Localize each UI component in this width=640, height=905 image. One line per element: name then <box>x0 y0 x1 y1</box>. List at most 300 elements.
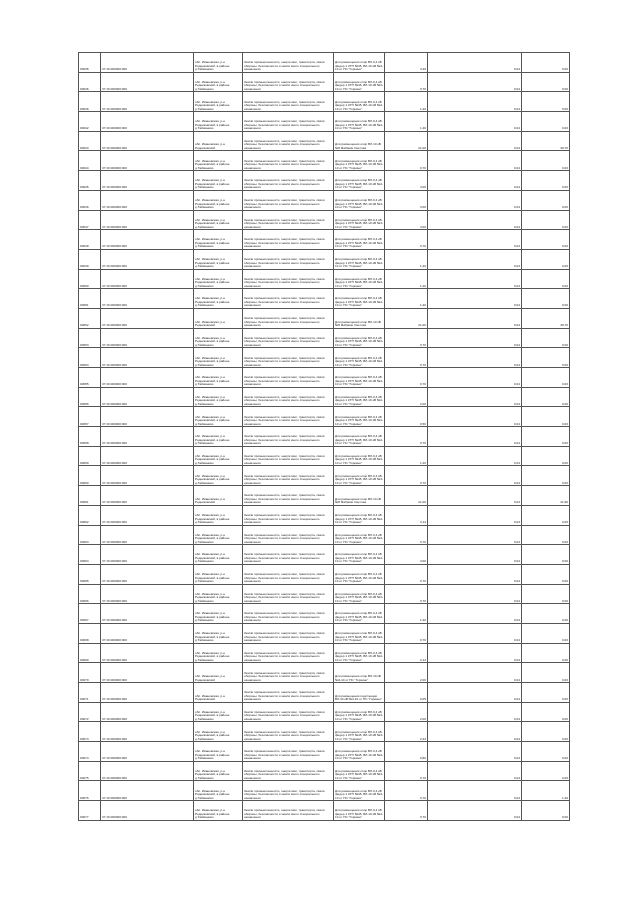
cell-land-category: Земли промышленности, энергетики, транспорта, связи обороны, безопасности и земли иного специального назначения <box>243 151 334 171</box>
cell-record-id: 00052 <box>79 308 101 328</box>
cell-tax-amount: 0,00 <box>522 564 570 584</box>
cell-land-category: Земли промышленности, энергетики, транспорта, связи обороны, безопасности и земли иного специального назначения <box>243 328 334 348</box>
cell-record-id: 00035 <box>79 53 101 73</box>
cell-area: 2,14 <box>385 643 428 663</box>
cell-record-id: 00046 <box>79 72 101 92</box>
cell-tax-amount: 0,00 <box>522 230 570 250</box>
cell-area: 0,50 <box>385 407 428 427</box>
cell-land-category: Земли промышленности, энергетики, транспорта, связи обороны, безопасности и земли иного специального назначения <box>243 112 334 132</box>
cell-record-id: 00044 <box>79 151 101 171</box>
cell-tax-amount: 0,00 <box>522 623 570 643</box>
cell-land-category: Земли промышленности, энергетики, транспорта, связи обороны, безопасности и земли иного специального назначения <box>243 348 334 368</box>
cell-area: 0,70 <box>385 72 428 92</box>
cell-permitted-use: Для размещения опор ВЛ-0,4 кВ фидер 1 КТП №45, ВЛ-10 кВ №4-10 от ПС "Горкино" <box>334 53 385 73</box>
cell-permitted-use: Для размещения опор ВЛ-0,4 кВ фидер 1 КТП №45, ВЛ-10 кВ №4-10 от ПС "Горкино" <box>334 446 385 466</box>
cell-tax-rate: 0,04 <box>428 545 522 565</box>
cell-record-id: 00045 <box>79 171 101 191</box>
cell-permitted-use: Для размещения опор ВЛ-0,4 кВ фидер 1 КТП №45, ВЛ-10 кВ №4-10 от ПС "Горкино" <box>334 190 385 210</box>
cell-record-id: 00051 <box>79 289 101 309</box>
cell-permitted-use: Для размещения опор ВЛ-0,4 кВ фидер 1 КТП №45, ВЛ-10 кВ №4-10 от ПС "Горкино" <box>334 72 385 92</box>
cell-permitted-use: Для размещения опор ВЛ-0,4 кВ фидер 1 КТП №45, ВЛ-10 кВ №4-10 от ПС "Горкино" <box>334 584 385 604</box>
cell-permitted-use: Для размещения опор ВЛ-0,4 кВ фидер 1 КТП №45, ВЛ-10 кВ №4-10 от ПС "Горкино" <box>334 505 385 525</box>
cell-permitted-use: Для размещения опор ВЛ-0,4 кВ фидер 1 КТП №45, ВЛ-10 кВ №4-10 от ПС "Горкино" <box>334 289 385 309</box>
cell-record-id: 00073 <box>79 722 101 742</box>
cell-cadastral-number: 37:16:000000:000 <box>101 348 194 368</box>
cell-cadastral-number: 37:16:000000:000 <box>101 643 194 663</box>
table-row <box>79 505 570 525</box>
cell-record-id: 00067 <box>79 604 101 624</box>
cell-tax-rate: 0,04 <box>428 584 522 604</box>
cell-tax-amount: 0,00 <box>522 269 570 289</box>
cell-cadastral-number: 37:16:000000:000 <box>101 72 194 92</box>
cell-area: 0,70 <box>385 623 428 643</box>
cell-record-id: 00066 <box>79 584 101 604</box>
cell-land-category: Земли промышленности, энергетики, транспорта, связи обороны, безопасности и земли иного специального назначения <box>243 466 334 486</box>
cell-location: обл. Ивановская, р-н Родниковский, в районе д.Тайманово <box>194 269 243 289</box>
table-row <box>79 112 570 132</box>
cell-land-category: Земли промышленности, энергетики, транспорта, связи обороны, безопасности и земли иного специального назначения <box>243 190 334 210</box>
cell-cadastral-number: 37:16:000000:000 <box>101 171 194 191</box>
cell-tax-amount: 0,00 <box>522 210 570 230</box>
table-row <box>79 151 570 171</box>
table-row <box>79 308 570 328</box>
cell-land-category: Земли промышленности, энергетики, транспорта, связи обороны, безопасности и земли иного специального назначения <box>243 269 334 289</box>
cell-location: обл. Ивановская, р-н Родниковский, в районе д.Тайманово <box>194 112 243 132</box>
cell-tax-amount: 48,76 <box>522 308 570 328</box>
table-row <box>79 269 570 289</box>
cell-location: обл. Ивановская, р-н Родниковский, в районе д.Тайманово <box>194 505 243 525</box>
cell-tax-rate: 0,04 <box>428 623 522 643</box>
cell-land-category: Земли промышленности, энергетики, транспорта, связи обороны, безопасности и земли иного специального назначения <box>243 505 334 525</box>
cell-land-category: Земли промышленности, энергетики, транспорта, связи обороны, безопасности и земли иного специального назначения <box>243 623 334 643</box>
cell-permitted-use: Для размещения опор ВЛ-0,4 кВ фидер 1 КТП №45, ВЛ-10 кВ №4-10 от ПС "Горкино" <box>334 407 385 427</box>
cell-tax-rate: 0,04 <box>428 604 522 624</box>
table-body <box>79 53 570 821</box>
cell-land-category: Земли промышленности, энергетики, транспорта, связи обороны, безопасности и земли иного специального назначения <box>243 308 334 328</box>
table-row <box>79 230 570 250</box>
cell-area: 21,00 <box>385 308 428 328</box>
table-row <box>79 643 570 663</box>
cell-permitted-use: Для размещения опор ВЛ-0,4 кВ фидер 1 КТП №45, ВЛ-10 кВ №4-10 от ПС "Горкино" <box>334 781 385 801</box>
cell-land-category: Земли промышленности, энергетики, транспорта, связи обороны, безопасности и земли иного специального назначения <box>243 368 334 388</box>
cell-tax-rate: 0,04 <box>428 171 522 191</box>
cell-record-id: 00046 <box>79 190 101 210</box>
cell-land-category: Земли промышленности, энергетики, транспорта, связи обороны, безопасности и земли иного специального назначения <box>243 564 334 584</box>
cell-permitted-use: Для размещения опор ВЛ-0,4 кВ фидер 1 КТП №45, ВЛ-10 кВ №4-10 от ПС "Горкино" <box>334 328 385 348</box>
cell-area: 0,70 <box>385 801 428 821</box>
table-row <box>79 72 570 92</box>
table-row <box>79 564 570 584</box>
cell-area: 0,70 <box>385 466 428 486</box>
cell-cadastral-number: 37:16:000000:000 <box>101 564 194 584</box>
cell-tax-amount: 0,00 <box>522 643 570 663</box>
cell-permitted-use: Для размещения опор ВЛ-0,4 кВ фидер 1 КТП №45, ВЛ-10 кВ №4-10 от ПС "Горкино" <box>334 368 385 388</box>
cell-tax-rate: 0,04 <box>428 289 522 309</box>
cell-area: 1,40 <box>385 249 428 269</box>
cell-tax-amount: 0,00 <box>522 466 570 486</box>
cell-area: 0,70 <box>385 328 428 348</box>
cell-cadastral-number: 37:16:000000:000 <box>101 761 194 781</box>
cell-location: обл. Ивановская, р-н Родниковский, в районе д.Тайманово <box>194 348 243 368</box>
cell-area: 0,05 <box>385 683 428 703</box>
cell-cadastral-number: 37:16:000000:000 <box>101 289 194 309</box>
cell-permitted-use: Для размещения опор ВЛ-0,4 кВ фидер 1 КТП №45, ВЛ-10 кВ №4-10 от ПС "Горкино" <box>334 742 385 762</box>
cell-record-id: 00077 <box>79 801 101 821</box>
cell-record-id: 00074 <box>79 742 101 762</box>
cell-permitted-use: Для размещения опор ВЛ-0,4 кВ фидер 1 КТП №45, ВЛ-10 кВ №4-10 от ПС "Горкино" <box>334 702 385 722</box>
cell-record-id: 00057 <box>79 407 101 427</box>
cell-tax-rate: 0,04 <box>428 407 522 427</box>
cell-location: обл. Ивановская, р-н Родниковский, в районе д.Тайманово <box>194 781 243 801</box>
cell-location: обл. Ивановская, р-н Родниковский <box>194 131 243 151</box>
table-row <box>79 663 570 683</box>
cell-cadastral-number: 37:16:000000:000 <box>101 308 194 328</box>
cell-tax-amount: 0,00 <box>522 249 570 269</box>
cell-location: обл. Ивановская, р-н Родниковский, в районе д.Тайманово <box>194 801 243 821</box>
cell-tax-rate: 0,04 <box>428 72 522 92</box>
table-row <box>79 722 570 742</box>
cell-location: обл. Ивановская, р-н Родниковский, в районе д.Тайманово <box>194 545 243 565</box>
cell-record-id: 00070 <box>79 663 101 683</box>
cell-cadastral-number: 37:16:000000:000 <box>101 486 194 506</box>
cell-area: 1,40 <box>385 604 428 624</box>
cell-land-category: Земли промышленности, энергетики, транспорта, связи обороны, безопасности и земли иного специального назначения <box>243 446 334 466</box>
cell-location: обл. Ивановская, р-н Родниковский, в районе д.Тайманово <box>194 466 243 486</box>
cell-area: 0,80 <box>385 742 428 762</box>
cell-record-id: 00050 <box>79 269 101 289</box>
cell-tax-amount: 0,00 <box>522 427 570 447</box>
cell-location: обл. Ивановская, р-н Родниковский, в районе д.Тайманово <box>194 72 243 92</box>
cell-land-category: Земли промышленности, энергетики, транспорта, связи обороны, безопасности и земли иного специального назначения <box>243 210 334 230</box>
cell-cadastral-number: 37:16:000000:000 <box>101 249 194 269</box>
cell-location: обл. Ивановская, р-н Родниковский, в районе д.Тайманово <box>194 387 243 407</box>
cell-location: обл. Ивановская, р-н Родниковский, в районе д.Тайманово <box>194 446 243 466</box>
cell-location: обл. Ивановская, р-н Родниковский, в районе д.Тайманово <box>194 623 243 643</box>
cell-land-category: Земли промышленности, энергетики, транспорта, связи обороны, безопасности и земли иного специального назначения <box>243 289 334 309</box>
cell-cadastral-number: 37:16:000000:000 <box>101 722 194 742</box>
cell-area: 0,70 <box>385 761 428 781</box>
table-row <box>79 702 570 722</box>
cell-permitted-use: Для размещения опор ВЛ-0,4 кВ фидер 1 КТП №45, ВЛ-10 кВ №4-10 от ПС "Горкино" <box>334 171 385 191</box>
cell-tax-rate: 0,04 <box>428 308 522 328</box>
cell-permitted-use: Для размещения опор ВЛ-10 кВ №5 Фабрики Светлая <box>334 486 385 506</box>
cell-permitted-use: Для размещения опор ВЛ-0,4 кВ фидер 1 КТП №45, ВЛ-10 кВ №4-10 от ПС "Горкино" <box>334 230 385 250</box>
cell-cadastral-number: 37:16:000000:000 <box>101 663 194 683</box>
cell-tax-amount: 0,00 <box>522 171 570 191</box>
cell-location: обл. Ивановская, р-н Родниковский, в районе д.Тайманово <box>194 53 243 73</box>
cell-tax-amount: 0,00 <box>522 505 570 525</box>
cell-tax-rate: 0,04 <box>428 112 522 132</box>
cell-record-id: 00076 <box>79 781 101 801</box>
cell-land-category: Земли промышленности, энергетики, транспорта, связи обороны, безопасности и земли иного специального назначения <box>243 407 334 427</box>
cell-permitted-use: Для размещения опор ВЛ-0,4 кВ фидер 1 КТП №45, ВЛ-10 кВ №4-10 от ПС "Горкино" <box>334 623 385 643</box>
cell-tax-amount: 0,00 <box>522 545 570 565</box>
cell-tax-amount: 0,00 <box>522 151 570 171</box>
cell-area: 3,00 <box>385 210 428 230</box>
cell-land-category: Земли промышленности, энергетики, транспорта, связи обороны, безопасности и земли иного специального назначения <box>243 683 334 703</box>
cell-tax-rate: 0,04 <box>428 131 522 151</box>
cell-area: 0,70 <box>385 564 428 584</box>
cell-location: обл. Ивановская, р-н Родниковский, в районе д.Тайманово <box>194 742 243 762</box>
cell-cadastral-number: 37:16:000000:000 <box>101 525 194 545</box>
cell-tax-rate: 0,04 <box>428 781 522 801</box>
cell-cadastral-number: 37:16:000000:000 <box>101 328 194 348</box>
cell-tax-rate: 0,04 <box>428 53 522 73</box>
cell-land-category: Земли промышленности, энергетики, транспорта, связи обороны, безопасности и земли иного специального назначения <box>243 387 334 407</box>
cell-record-id: 00042 <box>79 112 101 132</box>
cell-record-id: 00058 <box>79 427 101 447</box>
cell-permitted-use: Для размещения опор ВЛ-0,4 кВ фидер 1 КТП №45, ВЛ-10 кВ №4-10 от ПС "Горкино" <box>334 466 385 486</box>
cell-location: обл. Ивановская, р-н Родниковский, в районе д.Тайманово <box>194 702 243 722</box>
cell-record-id: 00063 <box>79 525 101 545</box>
cell-permitted-use: Для размещения опор ВЛ-0,4 кВ фидер 1 КТП №45, ВЛ-10 кВ №4-10 от ПС "Горкино" <box>334 151 385 171</box>
cell-land-category: Земли промышленности, энергетики, транспорта, связи обороны, безопасности и земли иного специального назначения <box>243 742 334 762</box>
cell-tax-amount: 0,00 <box>522 663 570 683</box>
cell-area: 0,70 <box>385 427 428 447</box>
cell-area: 0,70 <box>385 781 428 801</box>
cell-record-id: 00075 <box>79 761 101 781</box>
table-row <box>79 486 570 506</box>
table-row <box>79 407 570 427</box>
cell-permitted-use: Для размещения опор ВЛ-0,4 кВ фидер 1 КТП №45, ВЛ-10 кВ №4-10 от ПС "Горкино" <box>334 269 385 289</box>
cell-record-id: 00064 <box>79 545 101 565</box>
cell-area: 3,00 <box>385 190 428 210</box>
cell-record-id: 00068 <box>79 623 101 643</box>
cell-location: обл. Ивановская, р-н Родниковский, в районе д.Тайманово <box>194 604 243 624</box>
cell-area: 0,70 <box>385 230 428 250</box>
cell-tax-rate: 0,04 <box>428 446 522 466</box>
cell-land-category: Земли промышленности, энергетики, транспорта, связи обороны, безопасности и земли иного специального назначения <box>243 92 334 112</box>
cell-permitted-use: Для размещения опор ВЛ-10 кВ №4-10 от ПС "Горкино" <box>334 663 385 683</box>
cell-permitted-use: Для размещения опор ВЛ-0,4 кВ фидер 1 КТП №45, ВЛ-10 кВ №4-10 от ПС "Горкино" <box>334 348 385 368</box>
table-row <box>79 781 570 801</box>
cell-location: обл. Ивановская, р-н Родниковский, в районе д.Тайманово <box>194 210 243 230</box>
cell-permitted-use: Для размещения опор ВЛ-0,4 кВ фидер 1 КТП №45, ВЛ-10 кВ №4-10 от ПС "Горкино" <box>334 545 385 565</box>
cell-tax-amount: 0,00 <box>522 407 570 427</box>
cell-area: 1,40 <box>385 446 428 466</box>
cell-tax-rate: 0,04 <box>428 348 522 368</box>
cell-location: обл. Ивановская, р-н Родниковский, в районе д.Тайманово <box>194 190 243 210</box>
table-row <box>79 683 570 703</box>
table-row <box>79 210 570 230</box>
cell-cadastral-number: 37:16:000000:000 <box>101 683 194 703</box>
cell-cadastral-number: 37:16:000000:000 <box>101 269 194 289</box>
cell-tax-amount: 41,96 <box>522 486 570 506</box>
cell-tax-rate: 0,04 <box>428 466 522 486</box>
cell-tax-amount: 0,00 <box>522 112 570 132</box>
cell-area: 21,00 <box>385 486 428 506</box>
cell-permitted-use: Для размещения опор ВЛ-0,4 кВ фидер 1 КТП №45, ВЛ-10 кВ №4-10 от ПС "Горкино" <box>334 427 385 447</box>
cell-record-id: 00043 <box>79 131 101 151</box>
cell-cadastral-number: 37:16:000000:000 <box>101 427 194 447</box>
cell-land-category: Земли промышленности, энергетики, транспорта, связи обороны, безопасности и земли иного специального назначения <box>243 427 334 447</box>
cell-cadastral-number: 37:16:000000:000 <box>101 387 194 407</box>
cell-area: 2,00 <box>385 702 428 722</box>
cell-land-category: Земли промышленности, энергетики, транспорта, связи обороны, безопасности и земли иного специального назначения <box>243 545 334 565</box>
cell-permitted-use: Для размещения опор ВЛ-0,4 кВ фидер 1 КТП №45, ВЛ-10 кВ №4-10 от ПС "Горкино" <box>334 722 385 742</box>
cell-area: 1,40 <box>385 92 428 112</box>
cell-land-category: Земли промышленности, энергетики, транспорта, связи обороны, безопасности и земли иного специального назначения <box>243 230 334 250</box>
cell-location: обл. Ивановская, р-н Родниковский, в районе д.Тайманово <box>194 289 243 309</box>
cell-record-id: 00062 <box>79 505 101 525</box>
cell-area: 3,14 <box>385 505 428 525</box>
cell-land-category: Земли промышленности, энергетики, транспорта, связи обороны, безопасности и земли иного специального назначения <box>243 584 334 604</box>
cell-location: обл. Ивановская, р-н Родниковский, в районе д.Тайманово <box>194 407 243 427</box>
cell-tax-amount: 0,00 <box>522 387 570 407</box>
table-row <box>79 171 570 191</box>
cell-land-category: Земли промышленности, энергетики, транспорта, связи обороны, безопасности и земли иного специального назначения <box>243 72 334 92</box>
cell-tax-rate: 0,04 <box>428 702 522 722</box>
cell-area: 0,70 <box>385 584 428 604</box>
cell-cadastral-number: 37:16:000000:000 <box>101 446 194 466</box>
cell-area: 3,49 <box>385 53 428 73</box>
cell-record-id: 00048 <box>79 230 101 250</box>
cell-land-category: Земли промышленности, энергетики, транспорта, связи обороны, безопасности и земли иного специального назначения <box>243 722 334 742</box>
table-row <box>79 446 570 466</box>
cell-tax-rate: 0,04 <box>428 368 522 388</box>
cell-area: 1,40 <box>385 269 428 289</box>
cell-tax-rate: 0,04 <box>428 387 522 407</box>
table-row <box>79 348 570 368</box>
cell-area: 2,00 <box>385 387 428 407</box>
table-row <box>79 545 570 565</box>
cell-tax-rate: 0,04 <box>428 328 522 348</box>
cell-permitted-use: Для размещения опор ВЛ-0,4 кВ фидер 1 КТП №45, ВЛ-10 кВ №4-10 от ПС "Горкино" <box>334 604 385 624</box>
table-row <box>79 53 570 73</box>
cell-area: 0,70 <box>385 368 428 388</box>
cell-permitted-use: Для размещения подстанции ВЛ-10 кВ №4-10 от ПС "Горкино" <box>334 683 385 703</box>
cell-tax-amount: 0,00 <box>522 190 570 210</box>
cell-tax-rate: 0,04 <box>428 742 522 762</box>
cell-record-id: 00065 <box>79 564 101 584</box>
land-register-table <box>78 52 570 821</box>
cell-land-category: Земли промышленности, энергетики, транспорта, связи обороны, безопасности и земли иного специального назначения <box>243 171 334 191</box>
cell-permitted-use: Для размещения опор ВЛ-10 кВ №5 Фабрики Светлая <box>334 308 385 328</box>
cell-tax-rate: 0,04 <box>428 151 522 171</box>
cell-location: обл. Ивановская, р-н Родниковский, в районе д.Тайманово <box>194 722 243 742</box>
cell-cadastral-number: 37:16:000000:000 <box>101 781 194 801</box>
cell-location: обл. Ивановская, р-н Родниковский, в районе д.Тайманово <box>194 249 243 269</box>
cell-tax-rate: 0,04 <box>428 486 522 506</box>
cell-cadastral-number: 37:16:000000:000 <box>101 190 194 210</box>
cell-tax-rate: 0,04 <box>428 249 522 269</box>
table-row <box>79 525 570 545</box>
cell-record-id: 00055 <box>79 368 101 388</box>
cell-cadastral-number: 37:16:000000:000 <box>101 368 194 388</box>
cell-tax-rate: 0,04 <box>428 92 522 112</box>
table-row <box>79 190 570 210</box>
cell-record-id: 00046 <box>79 92 101 112</box>
cell-location: обл. Ивановская, р-н Родниковский, в районе д.Тайманово <box>194 92 243 112</box>
cell-location: обл. Ивановская, р-н Родниковский, в районе д.Тайманово <box>194 525 243 545</box>
cell-permitted-use: Для размещения опор ВЛ-0,4 кВ фидер 1 КТП №45, ВЛ-10 кВ №4-10 от ПС "Горкино" <box>334 210 385 230</box>
cell-record-id: 00047 <box>79 210 101 230</box>
cell-cadastral-number: 37:16:000000:000 <box>101 210 194 230</box>
cell-area: 21,00 <box>385 131 428 151</box>
cell-cadastral-number: 37:16:000000:000 <box>101 131 194 151</box>
table-row <box>79 328 570 348</box>
cell-tax-rate: 0,04 <box>428 230 522 250</box>
cell-record-id: 00059 <box>79 446 101 466</box>
cell-tax-amount: 0,00 <box>522 604 570 624</box>
cell-permitted-use: Для размещения опор ВЛ-0,4 кВ фидер 1 КТП №45, ВЛ-10 кВ №4-10 от ПС "Горкино" <box>334 525 385 545</box>
table-row <box>79 761 570 781</box>
cell-location: обл. Ивановская, р-н Родниковский, в районе д.Тайманово <box>194 171 243 191</box>
cell-tax-amount: 0,00 <box>522 742 570 762</box>
table-row <box>79 584 570 604</box>
cell-tax-amount: 0,00 <box>522 289 570 309</box>
cell-record-id: 00071 <box>79 683 101 703</box>
table-row <box>79 131 570 151</box>
cell-area: 2,00 <box>385 663 428 683</box>
cell-land-category: Земли промышленности, энергетики, транспорта, связи обороны, безопасности и земли иного специального назначения <box>243 249 334 269</box>
table-row <box>79 92 570 112</box>
cell-cadastral-number: 37:16:000000:000 <box>101 742 194 762</box>
table-row <box>79 427 570 447</box>
cell-location: обл. Ивановская, р-н Родниковский, в районе д.Тайманово <box>194 564 243 584</box>
cell-tax-amount: 0,00 <box>522 683 570 703</box>
cell-record-id: 00053 <box>79 328 101 348</box>
cell-permitted-use: Для размещения опор ВЛ-0,4 кВ фидер 1 КТП №45, ВЛ-10 кВ №4-10 от ПС "Горкино" <box>334 249 385 269</box>
cell-location: обл. Ивановская, р-н Родниковский, в районе д.Тайманово <box>194 584 243 604</box>
cell-tax-rate: 0,04 <box>428 525 522 545</box>
cell-record-id: 00060 <box>79 466 101 486</box>
cell-tax-rate: 0,04 <box>428 643 522 663</box>
cell-tax-amount: 0,00 <box>522 702 570 722</box>
cell-cadastral-number: 37:16:000000:000 <box>101 466 194 486</box>
cell-cadastral-number: 37:16:000000:000 <box>101 151 194 171</box>
cell-tax-rate: 0,04 <box>428 190 522 210</box>
cell-permitted-use: Для размещения опор ВЛ-0,4 кВ фидер 1 КТП №45, ВЛ-10 кВ №4-10 от ПС "Горкино" <box>334 387 385 407</box>
cell-cadastral-number: 37:16:000000:000 <box>101 604 194 624</box>
cell-record-id: 00069 <box>79 643 101 663</box>
cell-area: 0,70 <box>385 348 428 368</box>
cell-permitted-use: Для размещения опор ВЛ-0,4 кВ фидер 1 КТП №45, ВЛ-10 кВ №4-10 от ПС "Горкино" <box>334 92 385 112</box>
cell-tax-rate: 0,04 <box>428 683 522 703</box>
cell-tax-amount: 0,00 <box>522 722 570 742</box>
cell-tax-rate: 0,04 <box>428 761 522 781</box>
cell-location: обл. Ивановская, р-н Родниковский <box>194 683 243 703</box>
cell-location: обл. Ивановская, р-н Родниковский, в районе д.Тайманово <box>194 368 243 388</box>
cell-permitted-use: Для размещения опор ВЛ-0,4 кВ фидер 1 КТП №45, ВЛ-10 кВ №4-10 от ПС "Горкино" <box>334 643 385 663</box>
cell-tax-amount: 0,00 <box>522 761 570 781</box>
cell-land-category: Земли промышленности, энергетики, транспорта, связи обороны, безопасности и земли иного специального назначения <box>243 604 334 624</box>
cell-location: обл. Ивановская, р-н Родниковский, в районе д.Тайманово <box>194 643 243 663</box>
table-row <box>79 623 570 643</box>
cell-tax-amount: 0,00 <box>522 801 570 821</box>
cell-permitted-use: Для размещения опор ВЛ-10 кВ №5 Фабрики Светлая <box>334 131 385 151</box>
cell-cadastral-number: 37:16:000000:000 <box>101 702 194 722</box>
cell-location: обл. Ивановская, р-н Родниковский, в районе д.Тайманово <box>194 230 243 250</box>
cell-permitted-use: Для размещения опор ВЛ-0,4 кВ фидер 1 КТП №45, ВЛ-10 кВ №4-10 от ПС "Горкино" <box>334 112 385 132</box>
cell-cadastral-number: 37:16:000000:000 <box>101 230 194 250</box>
cell-tax-amount: 1,46 <box>522 781 570 801</box>
cell-land-category: Земли промышленности, энергетики, транспорта, связи обороны, безопасности и земли иного специального назначения <box>243 663 334 683</box>
cell-tax-rate: 0,04 <box>428 427 522 447</box>
cell-tax-amount: 0,00 <box>522 72 570 92</box>
table-row <box>79 604 570 624</box>
cell-cadastral-number: 37:16:000000:000 <box>101 584 194 604</box>
cell-record-id: 00049 <box>79 249 101 269</box>
table-row <box>79 742 570 762</box>
cell-tax-amount: 0,00 <box>522 328 570 348</box>
cell-permitted-use: Для размещения опор ВЛ-0,4 кВ фидер 1 КТП №45, ВЛ-10 кВ №4-10 от ПС "Горкино" <box>334 761 385 781</box>
cell-location: обл. Ивановская, р-н Родниковский <box>194 486 243 506</box>
cell-land-category: Земли промышленности, энергетики, транспорта, связи обороны, безопасности и земли иного специального назначения <box>243 525 334 545</box>
cell-area: 1,40 <box>385 289 428 309</box>
cell-area: 1,40 <box>385 112 428 132</box>
cell-area: 0,70 <box>385 525 428 545</box>
